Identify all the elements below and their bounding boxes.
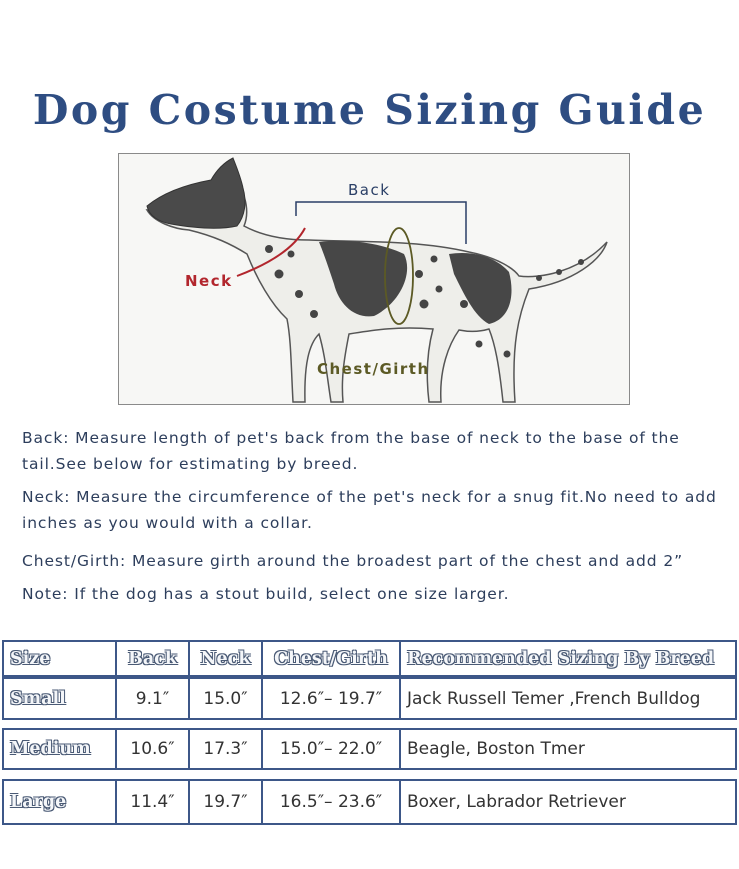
size-name: Large	[10, 792, 67, 812]
back-value: 11.4″	[115, 781, 188, 823]
instruction-note: Note: If the dog has a stout build, select one size larger.	[22, 585, 510, 603]
table-row	[2, 728, 737, 770]
spot	[460, 300, 468, 308]
table-header-row	[2, 640, 737, 677]
breed-value: Boxer, Labrador Retriever	[399, 781, 735, 823]
header-chest-girth: Chest/Girth	[261, 642, 399, 675]
chest-girth-label: Chest/Girth	[317, 360, 430, 378]
neck-value: 17.3″	[188, 730, 261, 768]
neck-value: 19.7″	[188, 781, 261, 823]
spot	[265, 245, 273, 253]
spot	[295, 290, 303, 298]
back-measure-line	[296, 202, 466, 244]
header-neck: Neck	[188, 642, 261, 675]
spot	[310, 310, 318, 318]
spot	[431, 256, 438, 263]
spot	[420, 300, 429, 309]
spot	[504, 351, 511, 358]
table-row	[2, 677, 737, 720]
chest-value: 16.5″– 23.6″	[261, 781, 399, 823]
spot	[476, 341, 483, 348]
header-size: Size	[10, 648, 51, 669]
page-title: Dog Costume Sizing Guide	[32, 86, 707, 134]
back-label: Back	[348, 181, 391, 199]
instruction-back: Back: Measure length of pet's back from the base of neck to the base of the tail.See below for estimating by breed.	[22, 429, 680, 473]
neck-label: Neck	[185, 272, 233, 290]
spot	[556, 269, 562, 275]
spot	[436, 286, 443, 293]
spot	[275, 270, 284, 279]
size-name: Small	[10, 688, 66, 709]
instruction-chest: Chest/Girth: Measure girth around the broadest part of the chest and add 2”	[22, 552, 684, 570]
size-name: Medium	[10, 739, 91, 759]
back-value: 9.1″	[115, 679, 188, 718]
table-row	[2, 779, 737, 825]
back-value: 10.6″	[115, 730, 188, 768]
breed-value: Beagle, Boston Tmer	[399, 730, 735, 768]
chest-value: 15.0″– 22.0″	[261, 730, 399, 768]
neck-value: 15.0″	[188, 679, 261, 718]
spot	[578, 259, 584, 265]
dog-head	[147, 158, 245, 228]
header-back: Back	[115, 642, 188, 675]
spot	[536, 275, 542, 281]
breed-value: Jack Russell Temer ,French Bulldog	[399, 679, 735, 718]
spot	[288, 251, 295, 258]
spot	[415, 270, 423, 278]
header-breed: Recommended Sizing By Breed	[399, 642, 735, 675]
chest-value: 12.6″– 19.7″	[261, 679, 399, 718]
instruction-neck: Neck: Measure the circumference of the pet's neck for a snug fit.No need to add inches as you would with a collar.	[22, 488, 717, 532]
